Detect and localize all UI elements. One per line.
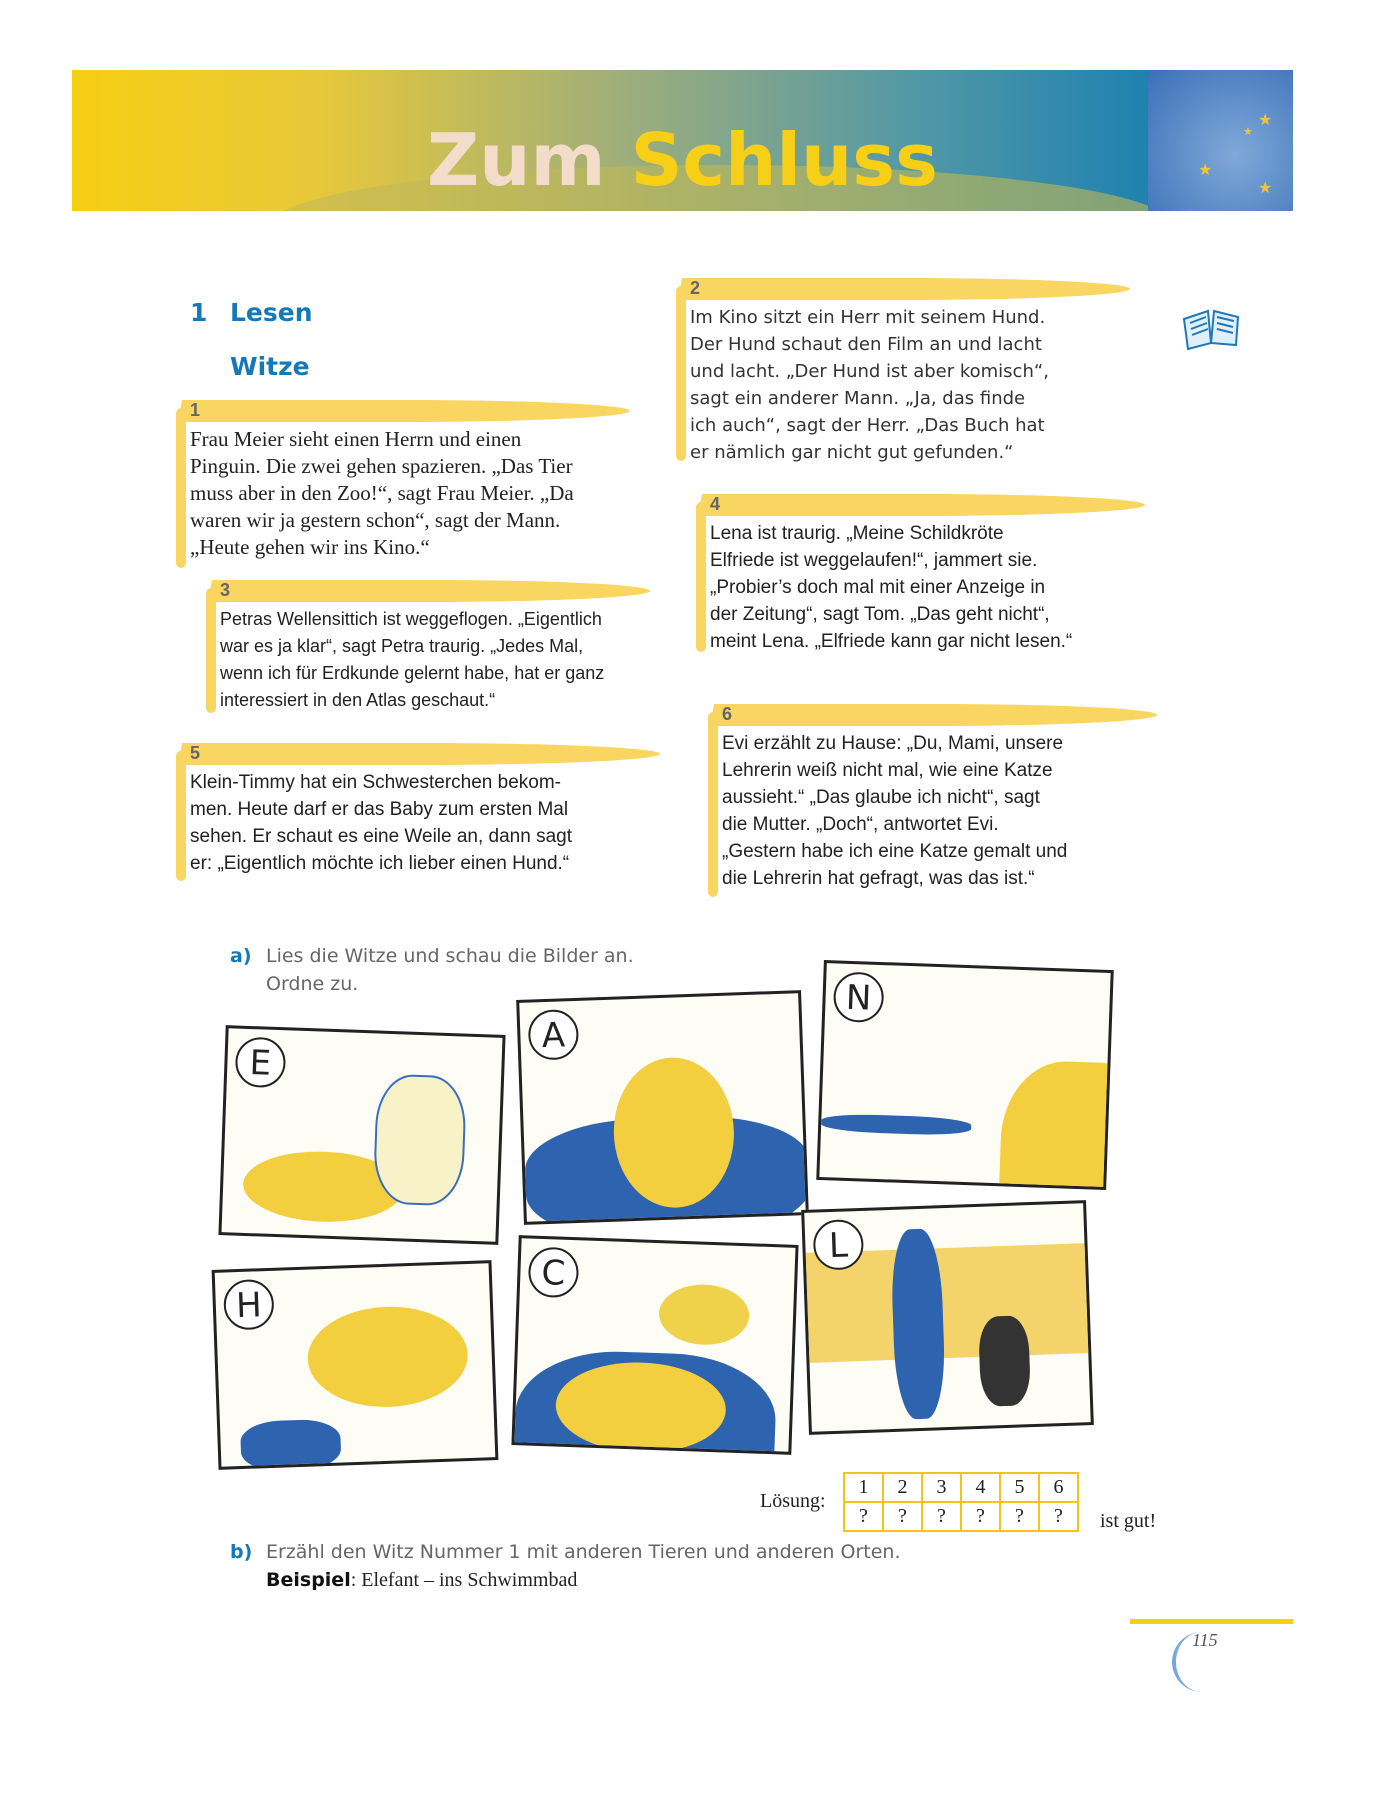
panel-letter: C [528,1247,580,1299]
title-part-2: Schluss [630,118,939,202]
joke-text: Petras Wellensittich ist weggeflogen. „Eigentlich war es ja klar“, sagt Petra traurig. „Jedes Mal, wenn ich für Erdkunde gelernt habe, hat er ganz interessiert in den Atlas geschaut.“ [220,609,605,710]
panel-letter: N [833,971,885,1023]
highlight-bar [176,408,186,568]
solution-table [843,1472,1079,1532]
star-icon: ★ [1258,180,1273,197]
paper-shape [997,1059,1114,1190]
solution-number: 5 [1000,1473,1039,1502]
solution-answer[interactable]: ? [961,1502,1000,1531]
newspaper-shape [240,1419,342,1470]
solution-answer[interactable]: ? [844,1502,883,1531]
task-text: Lies die Witze und schau die Bilder an. [266,945,634,967]
title-part-1: Zum [426,118,606,202]
joke-4 [710,494,1180,664]
highlight-bar [678,278,1132,300]
section-title: Lesen [230,298,313,327]
pen-shape [821,1113,972,1136]
highlight-bar [698,494,1147,516]
example-text: : Elefant – ins Schwimmbad [350,1569,578,1591]
cartoon-panel-e [218,1025,505,1245]
joke-text: Frau Meier sieht einen Herrn und einen Pinguin. Die zwei gehen spazieren. „Das Tier muss aber in den Zoo!“, sagt Frau Meier. „Da waren wir ja gestern schon“, sagt der Mann. „Heute gehen wir ins Kino.“ [190,427,574,559]
cartoon-panel-c [511,1235,798,1455]
solution-number: 6 [1039,1473,1078,1502]
solution-answer[interactable]: ? [922,1502,961,1531]
highlight-bar [708,712,718,897]
joke-5 [190,743,670,883]
page-number-line [1130,1619,1293,1624]
budgie-shape [658,1283,750,1346]
joke-number: 1 [190,400,201,420]
task-label: a) [230,945,252,967]
panel-letter: E [235,1037,287,1089]
joke-number: 3 [220,580,231,600]
joke-number: 6 [722,704,733,724]
highlight-bar [696,502,706,652]
curtain-shape [373,1073,467,1206]
star-icon: ★ [1243,126,1253,138]
task-text: Erzähl den Witz Nummer 1 mit anderen Tieren und anderen Orten. [266,1541,901,1563]
cartoon-panel-n [816,960,1114,1190]
task-a [230,942,634,998]
open-book-icon [1180,305,1242,351]
highlight-bar [676,286,686,461]
solution-number: 1 [844,1473,883,1502]
highlight-bar [208,580,652,602]
section-subtitle: Witze [230,352,310,381]
example-label: Beispiel [266,1569,351,1591]
joke-number: 2 [690,278,701,298]
highlight-bar [710,704,1159,726]
star-icon: ★ [1198,162,1213,179]
highlight-bar [178,400,632,422]
cartoon-panel-l [801,1200,1094,1435]
joke-text: Klein-Timmy hat ein Schwesterchen bekom- men. Heute darf er das Baby zum ersten Mal sehen. Er schaut es eine Weile an, dann sagt er: „Eigentlich möchte ich lieber einen Hund.“ [190,772,573,874]
task-text: Ordne zu. [266,973,359,995]
penguin-shape [978,1315,1031,1407]
solution-label: Lösung: [760,1490,826,1512]
section-number: 1 [190,298,208,327]
panel-letter: L [813,1219,865,1271]
solution-number: 4 [961,1473,1000,1502]
page-title [72,118,1293,202]
joke-number: 5 [190,743,201,763]
joke-number: 4 [710,494,721,514]
highlight-bar [176,751,186,881]
star-icon: ★ [1258,112,1273,129]
solution-number: 3 [922,1473,961,1502]
section-heading [190,298,313,327]
joke-text: Im Kino sitzt ein Herr mit seinem Hund. Der Hund schaut den Film an und lacht und lacht. „Der Hund ist aber komisch“, sagt ein anderer Mann. „Ja, das finde ich auch“, sagt der Herr. „Das Buch hat er nämlich gar nicht gut gefunden.“ [690,307,1049,463]
solution-answer[interactable]: ? [1000,1502,1039,1531]
joke-text: Lena ist traurig. „Meine Schildkröte Elfriede ist weggelaufen!“, jammert sie. „Probier’s doch mal mit einer Anzeige in der Zeitung“, sagt Tom. „Das geht nicht“, meint Lena. „Elfriede kann gar nicht lesen.“ [710,523,1073,652]
solution-number: 2 [883,1473,922,1502]
panel-letter: H [223,1279,275,1331]
joke-6 [722,704,1192,899]
joke-2 [690,278,1160,473]
highlight-bar [206,588,216,713]
turtle-shape [306,1304,469,1410]
cartoon-panel-h [212,1260,499,1470]
solution-suffix: ist gut! [1100,1510,1157,1532]
joke-text: Evi erzählt zu Hause: „Du, Mami, unsere Lehrerin weiß nicht mal, wie eine Katze aussieht.“ „Das glaube ich nicht“, sagt die Mutter. „Doch“, antwortet Evi. „Gestern habe ich eine Katze gemalt und die Lehrerin hat gefragt, was das ist.“ [722,733,1068,889]
joke-3 [220,580,690,720]
page-number: 115 [1192,1630,1218,1650]
joke-1 [190,400,660,565]
panel-letter: A [528,1009,580,1061]
task-label: b) [230,1541,253,1563]
highlight-bar [178,743,662,765]
title-banner [72,70,1293,211]
task-b [230,1538,900,1594]
solution-answer[interactable]: ? [883,1502,922,1531]
cartoon-panel-a [516,990,809,1225]
solution-answer[interactable]: ? [1039,1502,1078,1531]
